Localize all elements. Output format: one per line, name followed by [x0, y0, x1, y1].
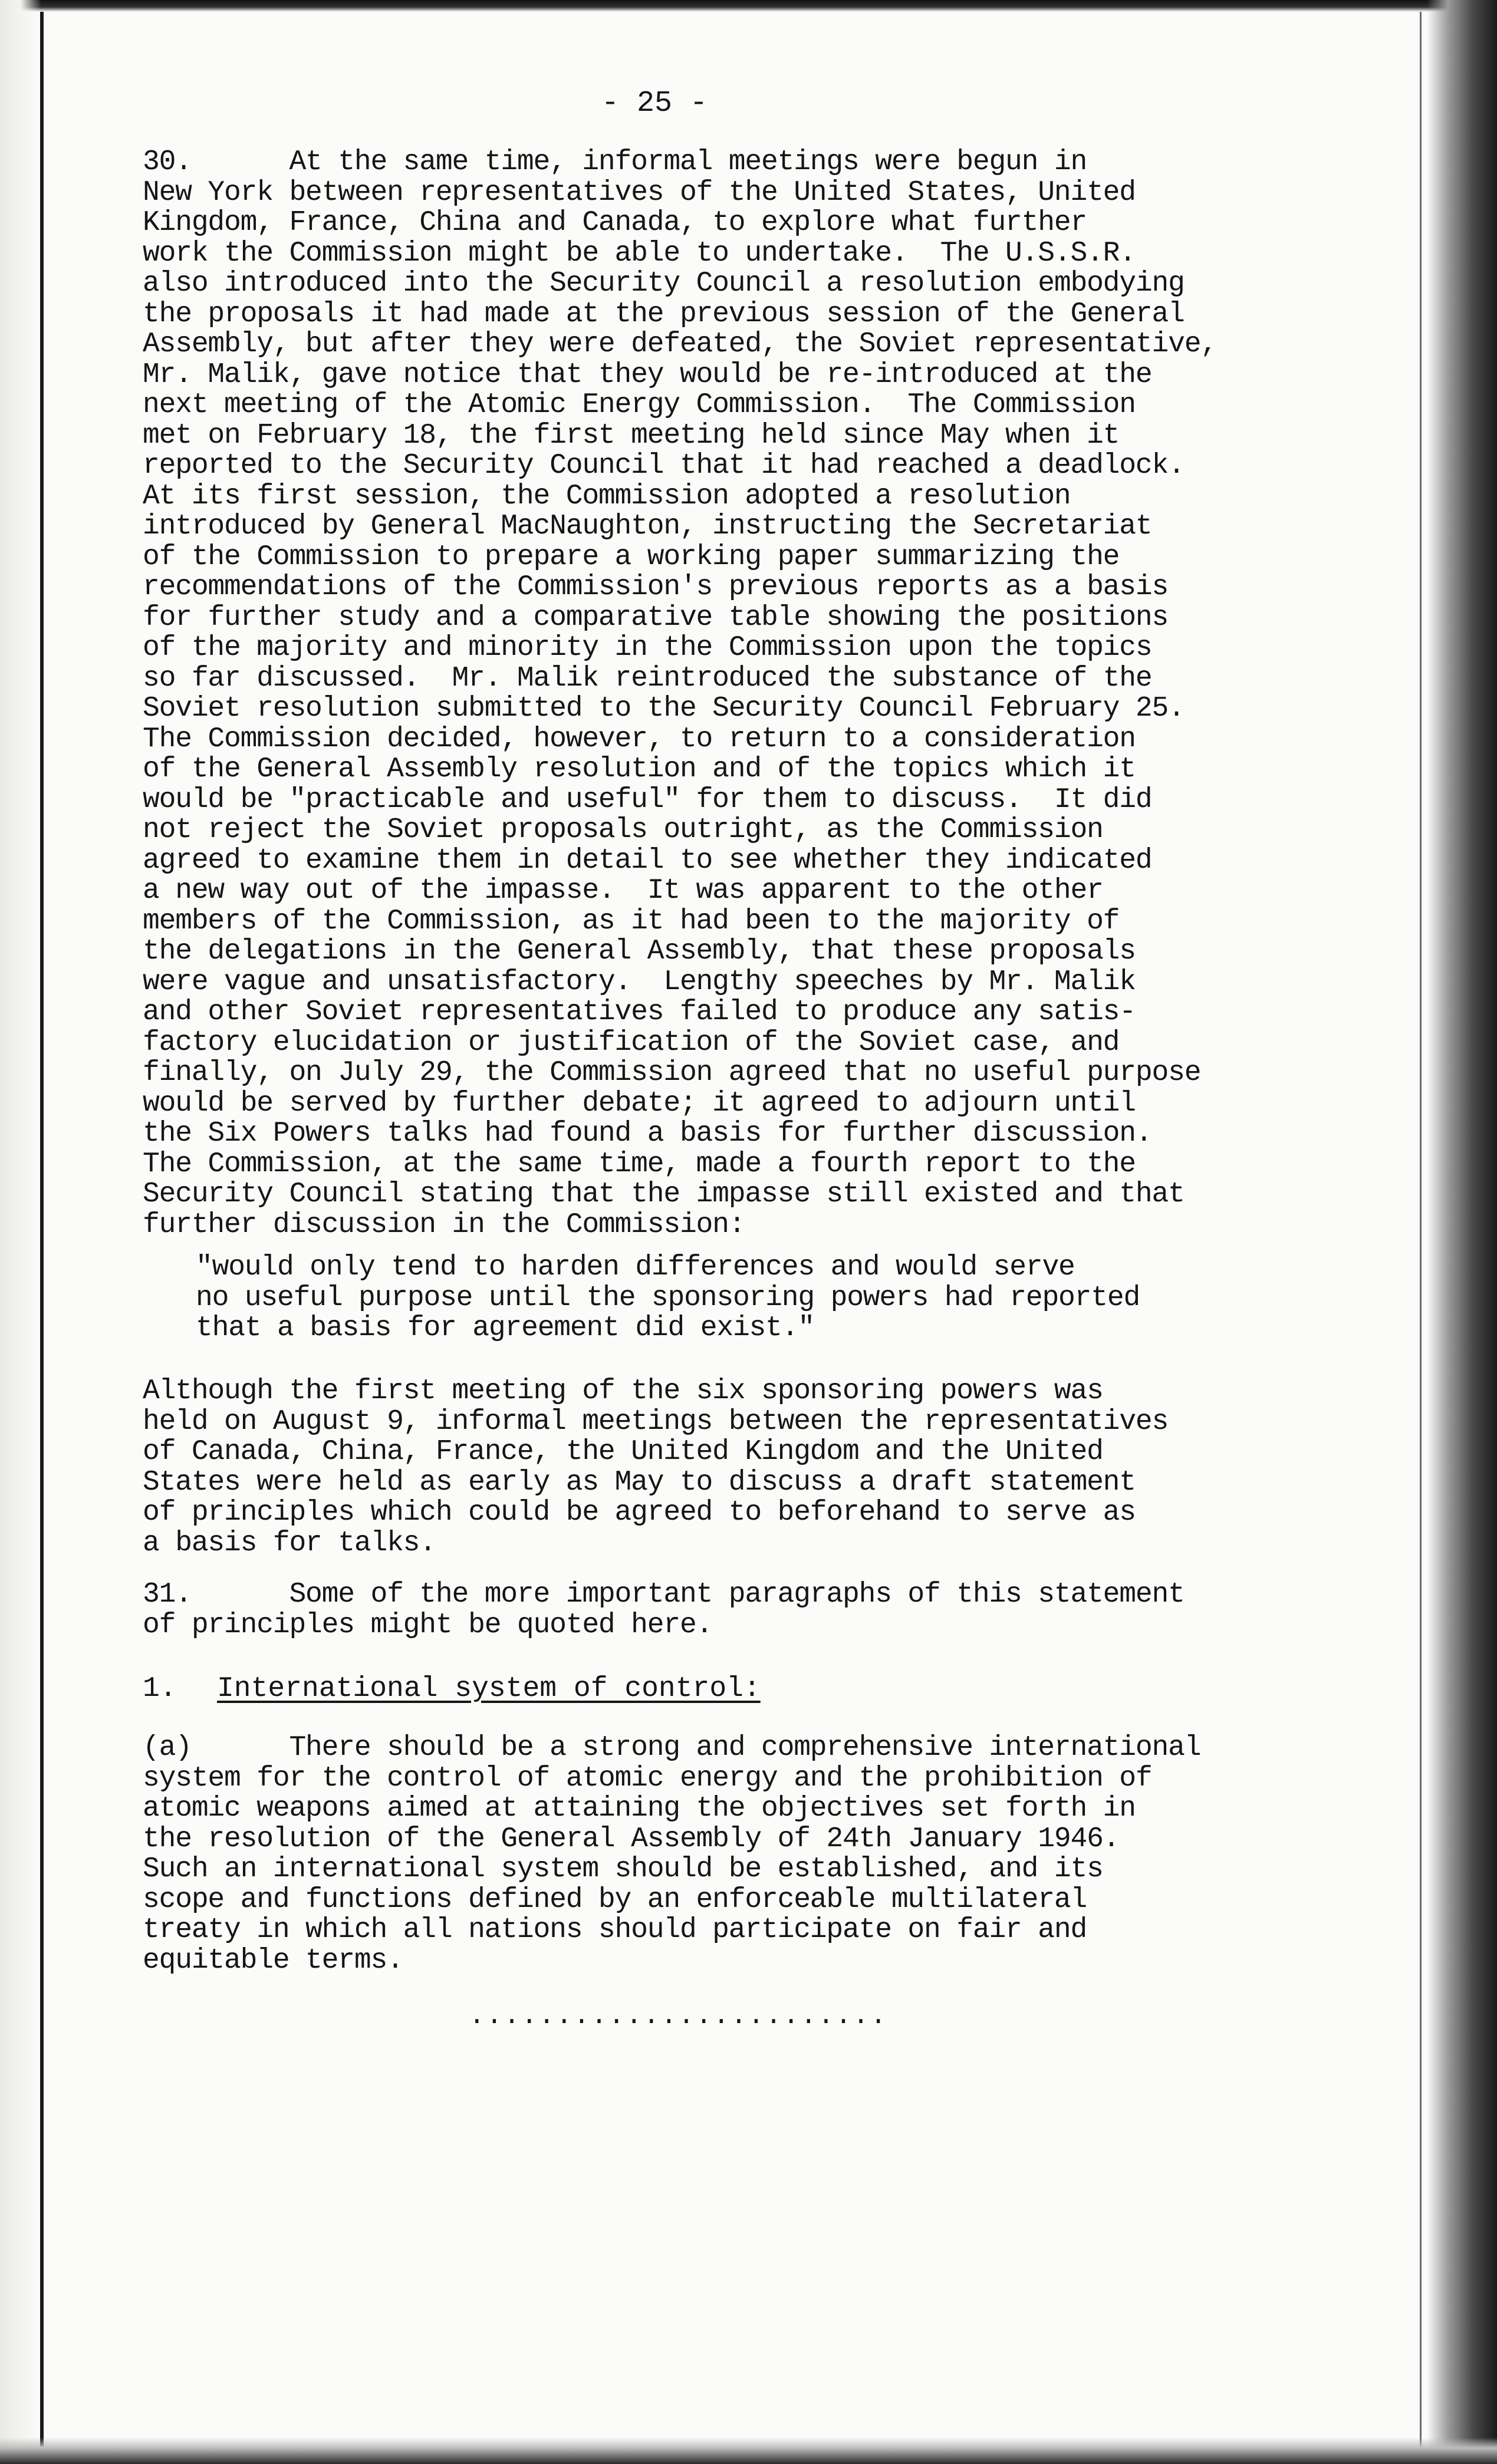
- text-line: of the General Assembly resolution and of the topics which it: [143, 753, 1136, 785]
- text-line: system for the control of atomic energy and the prohibition of: [143, 1762, 1152, 1794]
- text-line: would be served by further debate; it agreed to adjourn until: [143, 1087, 1136, 1119]
- scan-edge-left: [0, 0, 41, 2464]
- text-line: held on August 9, informal meetings between the representatives: [143, 1405, 1169, 1438]
- section-title: International system of control:: [217, 1673, 761, 1705]
- text-line: At its first session, the Commission adopted a resolution: [143, 480, 1071, 512]
- text-line: Although the first meeting of the six sponsoring powers was: [143, 1375, 1103, 1407]
- section-heading: [143, 1674, 761, 1705]
- text-line: States were held as early as May to discuss a draft statement: [143, 1466, 1136, 1498]
- text-line: Such an international system should be established, and its: [143, 1853, 1103, 1885]
- text-line: agreed to examine them in detail to see whether they indicated: [143, 844, 1152, 877]
- text-line: equitable terms.: [143, 1944, 403, 1977]
- text-line: were vague and unsatisfactory. Lengthy speeches by Mr. Malik: [143, 966, 1136, 998]
- text-line: the Six Powers talks had found a basis for further discussion.: [143, 1118, 1152, 1149]
- text-line: The Commission decided, however, to return to a consideration: [143, 723, 1136, 755]
- text-line: so far discussed. Mr. Malik reintroduced the substance of the: [143, 662, 1152, 694]
- text-line: also introduced into the Security Council a resolution embodying: [143, 268, 1185, 299]
- text-line: Security Council stating that the impasse still existed and that: [143, 1178, 1185, 1210]
- text-line: Assembly, but after they were defeated, the Soviet representative,: [143, 328, 1217, 360]
- text-line: the proposals it had made at the previous session of the General: [143, 298, 1185, 330]
- text-line: the resolution of the General Assembly of 24th January 1946.: [143, 1823, 1120, 1855]
- section-number: 1.: [143, 1673, 177, 1705]
- text-line: The Commission, at the same time, made a fourth report to the: [143, 1148, 1136, 1180]
- text-line: a new way out of the impasse. It was apparent to the other: [143, 875, 1103, 907]
- text-line: the delegations in the General Assembly, that these proposals: [143, 935, 1136, 967]
- text-line: would be "practicable and useful" for them to discuss. It did: [143, 783, 1152, 816]
- text-line: of principles which could be agreed to beforehand to serve as: [143, 1497, 1136, 1529]
- scan-edge-bottom: [0, 2437, 1497, 2464]
- text-line: that a basis for agreement did exist.": [196, 1312, 814, 1344]
- text-line: for further study and a comparative table showing the positions: [143, 601, 1169, 634]
- text-line: 30. At the same time, informal meetings were begun in: [143, 146, 1087, 178]
- scan-edge-top: [0, 0, 1497, 12]
- text-line: "would only tend to harden differences and would serve: [196, 1251, 1075, 1283]
- text-line: work the Commission might be able to undertake. The U.S.S.R.: [143, 237, 1136, 269]
- text-line: New York between representatives of the United States, United: [143, 176, 1136, 209]
- text-line: factory elucidation or justification of the Soviet case, and: [143, 1026, 1120, 1059]
- text-line: Mr. Malik, gave notice that they would be re-introduced at the: [143, 358, 1152, 391]
- text-line: of the Commission to prepare a working paper summarizing the: [143, 541, 1120, 573]
- text-line: and other Soviet representatives failed to produce any satis-: [143, 996, 1136, 1028]
- text-line: of Canada, China, France, the United Kingdom and the United: [143, 1436, 1103, 1468]
- page-number: - 25 -: [601, 87, 708, 120]
- text-line: a basis for talks.: [143, 1527, 436, 1559]
- paragraph-although: [143, 1376, 1168, 1559]
- text-line: next meeting of the Atomic Energy Commission. The Commission: [143, 389, 1136, 421]
- text-line: met on February 18, the first meeting held since May when it: [143, 419, 1120, 452]
- dotted-separator: ........................: [469, 2001, 888, 2031]
- scan-edge-right: [1427, 0, 1497, 2464]
- text-line: of the majority and minority in the Commission upon the topics: [143, 632, 1152, 664]
- text-line: no useful purpose until the sponsoring powers had reported: [196, 1282, 1140, 1314]
- right-border-rule: [1420, 12, 1422, 2446]
- paragraph-31: [143, 1580, 1185, 1641]
- text-line: members of the Commission, as it had been to the majority of: [143, 905, 1120, 937]
- text-line: Kingdom, France, China and Canada, to explore what further: [143, 207, 1087, 239]
- text-line: atomic weapons aimed at attaining the objectives set forth in: [143, 1793, 1136, 1824]
- text-line: 31. Some of the more important paragraphs of this statement: [143, 1579, 1185, 1610]
- text-line: reported to the Security Council that it had reached a deadlock.: [143, 450, 1185, 482]
- text-line: introduced by General MacNaughton, instructing the Secretariat: [143, 510, 1152, 542]
- text-line: (a) There should be a strong and comprehensive international: [143, 1732, 1201, 1764]
- text-line: not reject the Soviet proposals outright, as the Commission: [143, 814, 1103, 846]
- text-line: finally, on July 29, the Commission agreed that no useful purpose: [143, 1057, 1201, 1089]
- text-line: recommendations of the Commission's previous reports as a basis: [143, 571, 1169, 603]
- block-quote: [196, 1253, 1140, 1344]
- text-line: of principles might be quoted here.: [143, 1609, 713, 1641]
- left-border-rule: [40, 12, 44, 2446]
- text-line: further discussion in the Commission:: [143, 1208, 745, 1241]
- paragraph-a: [143, 1733, 1200, 1976]
- text-line: Soviet resolution submitted to the Security Council February 25.: [143, 693, 1185, 724]
- paragraph-30: [143, 147, 1217, 1240]
- text-line: scope and functions defined by an enforceable multilateral: [143, 1883, 1087, 1916]
- text-line: treaty in which all nations should participate on fair and: [143, 1914, 1087, 1946]
